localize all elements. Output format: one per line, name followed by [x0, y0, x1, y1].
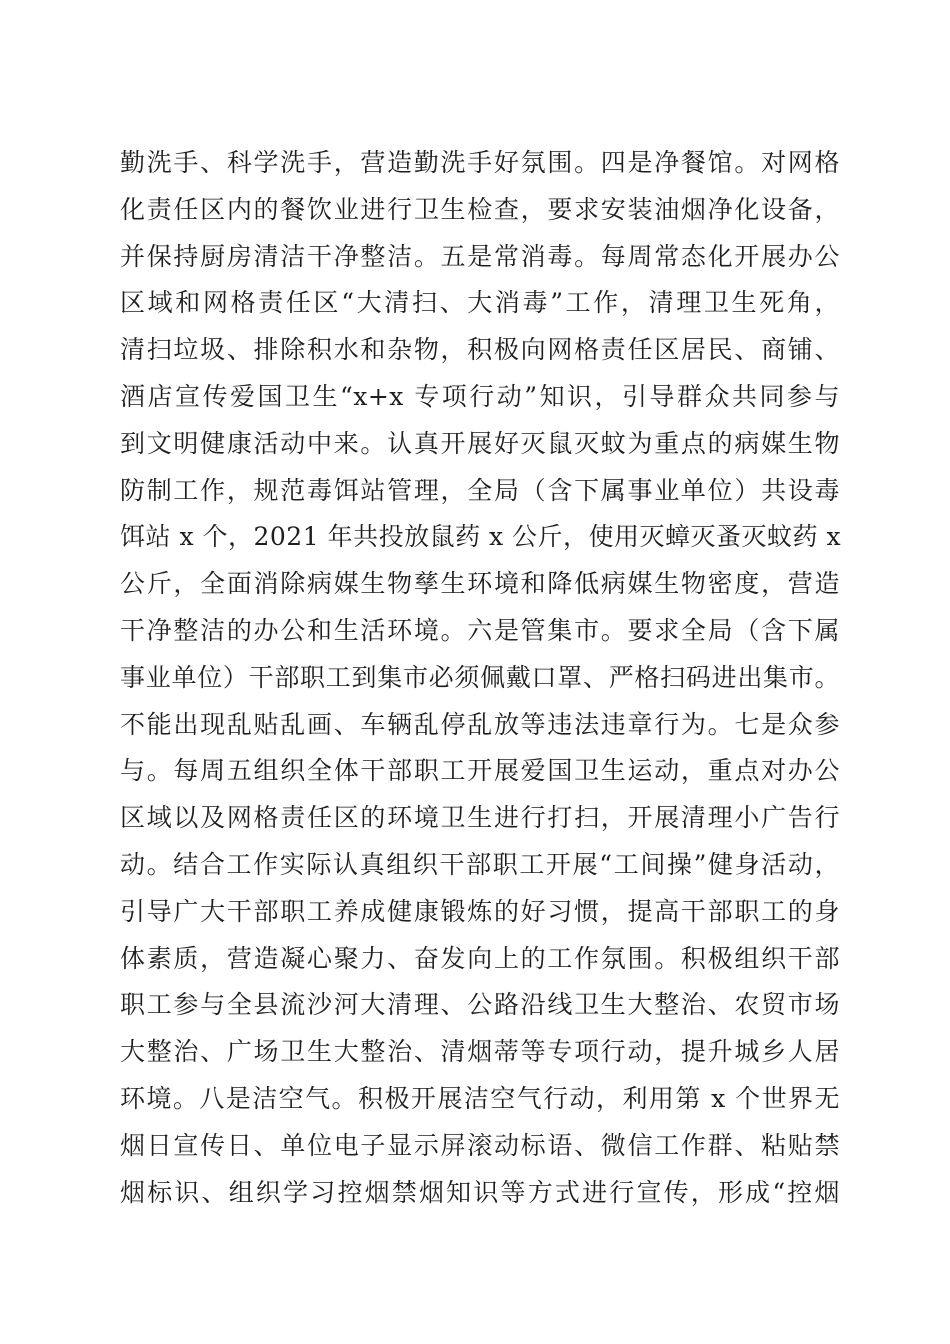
text-line: 饵站 x 个，2021 年共投放鼠药 x 公斤，使用灭蟑灭蚤灭蚊药 x [120, 522, 842, 552]
text-line: 引导广大干部职工养成健康锻炼的好习惯，提高干部职工的身 [120, 896, 840, 926]
text-line: 并保持厨房清洁干净整洁。五是常消毒。每周常态化开展办公 [120, 241, 840, 271]
text-line: 清扫垃圾、排除积水和杂物，积极向网格责任区居民、商铺、 [120, 335, 840, 365]
text-line: 大整治、广场卫生大整治、清烟蒂等专项行动，提升城乡人居 [120, 1037, 840, 1067]
text-line: 到文明健康活动中来。认真开展好灭鼠灭蚊为重点的病媒生物 [120, 428, 840, 458]
text-line: 烟日宣传日、单位电子显示屏滚动标语、微信工作群、粘贴禁 [120, 1130, 840, 1160]
text-line: 防制工作，规范毒饵站管理，全局（含下属事业单位）共设毒 [120, 475, 840, 505]
text-line: 勤洗手、科学洗手，营造勤洗手好氛围。四是净餐馆。对网格 [120, 148, 840, 177]
text-line: 动。结合工作实际认真组织干部职工开展“工间操”健身活动， [120, 849, 840, 879]
text-line: 烟标识、组织学习控烟禁烟知识等方式进行宣传，形成“控烟 [120, 1177, 840, 1207]
text-line: 体素质，营造凝心聚力、奋发向上的工作氛围。积极组织干部 [120, 943, 840, 973]
text-line: 与。每周五组织全体干部职工开展爱国卫生运动，重点对办公 [120, 756, 840, 786]
text-line: 酒店宣传爱国卫生“x+x 专项行动”知识，引导群众共同参与 [120, 381, 840, 411]
text-line: 环境。八是洁空气。积极开展洁空气行动，利用第 x 个世界无 [120, 1083, 840, 1113]
text-line: 不能出现乱贴乱画、车辆乱停乱放等违法违章行为。七是众参 [120, 709, 840, 739]
text-line: 区域和网格责任区“大清扫、大消毒”工作，清理卫生死角， [120, 288, 840, 318]
text-line: 区域以及网格责任区的环境卫生进行打扫，开展清理小广告行 [120, 803, 840, 833]
text-line: 干净整洁的办公和生活环境。六是管集市。要求全局（含下属 [120, 615, 840, 645]
body-paragraph [120, 140, 840, 1216]
text-line: 事业单位）干部职工到集市必须佩戴口罩、严格扫码进出集市。 [120, 662, 840, 692]
text-line: 职工参与全县流沙河大清理、公路沿线卫生大整治、农贸市场 [120, 990, 840, 1020]
text-line: 公斤，全面消除病媒生物孳生环境和降低病媒生物密度，营造 [120, 569, 840, 599]
text-line: 化责任区内的餐饮业进行卫生检查，要求安装油烟净化设备， [120, 194, 840, 224]
